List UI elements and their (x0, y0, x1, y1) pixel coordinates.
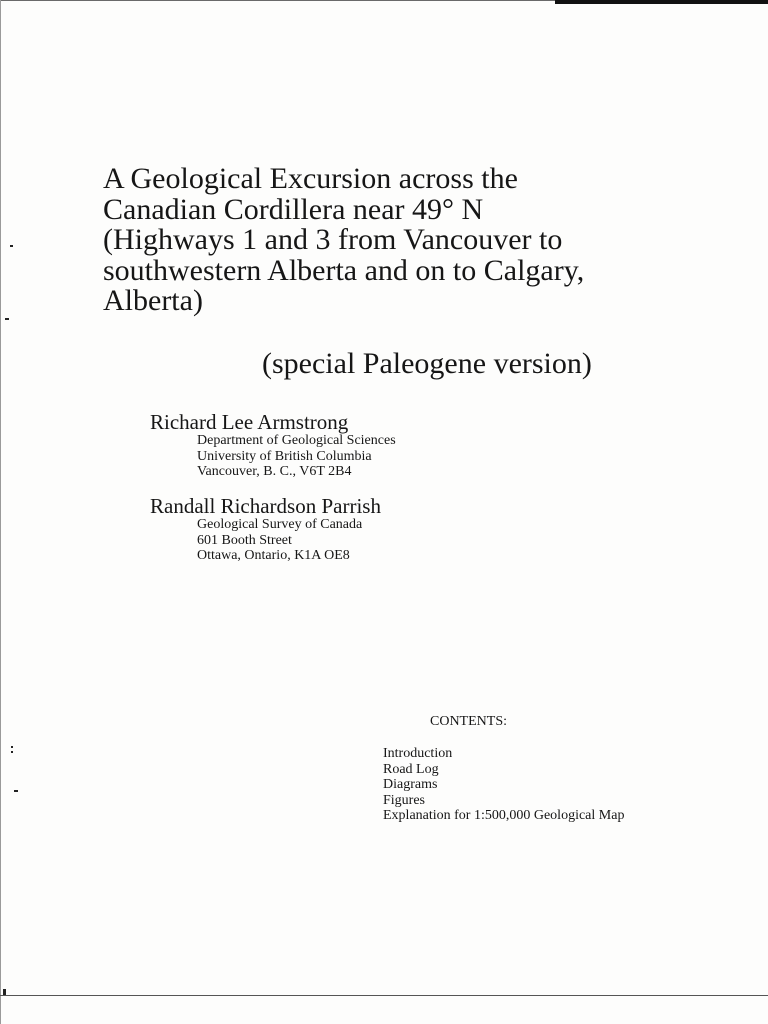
author-affiliation (197, 517, 362, 564)
affiliation-line: Department of Geological Sciences (197, 433, 396, 448)
title-line: Alberta) (103, 284, 203, 317)
left-scan-edge (0, 0, 1, 1024)
scan-speck (11, 746, 13, 748)
scan-speck (3, 989, 6, 995)
affiliation-line: Ottawa, Ontario, K1A OE8 (197, 548, 350, 563)
scan-speck (11, 751, 13, 753)
contents-list (383, 746, 624, 824)
bottom-scan-edge (0, 995, 768, 996)
top-scan-edge-thick (555, 0, 768, 4)
affiliation-line: 601 Booth Street (197, 532, 292, 548)
contents-heading: CONTENTS: (430, 714, 507, 729)
contents-item: Diagrams (383, 777, 438, 792)
title-line: A Geological Excursion across the (103, 162, 518, 195)
scan-speck (5, 318, 9, 320)
contents-item: Explanation for 1:500,000 Geological Map (383, 808, 625, 823)
document-subtitle: (special Paleogene version) (262, 347, 592, 380)
scan-speck (10, 245, 13, 247)
affiliation-line: University of British Columbia (197, 448, 372, 464)
author-name: Randall Richardson Parrish (150, 494, 381, 518)
title-line: southwestern Alberta and on to Calgary, (103, 253, 585, 287)
contents-item: Figures (383, 792, 425, 808)
contents-item: Road Log (383, 761, 439, 777)
affiliation-line: Vancouver, B. C., V6T 2B4 (197, 464, 352, 479)
affiliation-line: Geological Survey of Canada (197, 517, 363, 532)
contents-item: Introduction (383, 746, 453, 761)
title-line: Canadian Cordillera near 49° N (103, 192, 484, 226)
scan-speck (14, 790, 18, 792)
author-name: Richard Lee Armstrong (150, 410, 349, 434)
title-line: (Highways 1 and 3 from Vancouver to (103, 223, 563, 256)
top-scan-edge (0, 0, 555, 1)
author-affiliation (197, 433, 396, 480)
document-title (103, 164, 743, 317)
